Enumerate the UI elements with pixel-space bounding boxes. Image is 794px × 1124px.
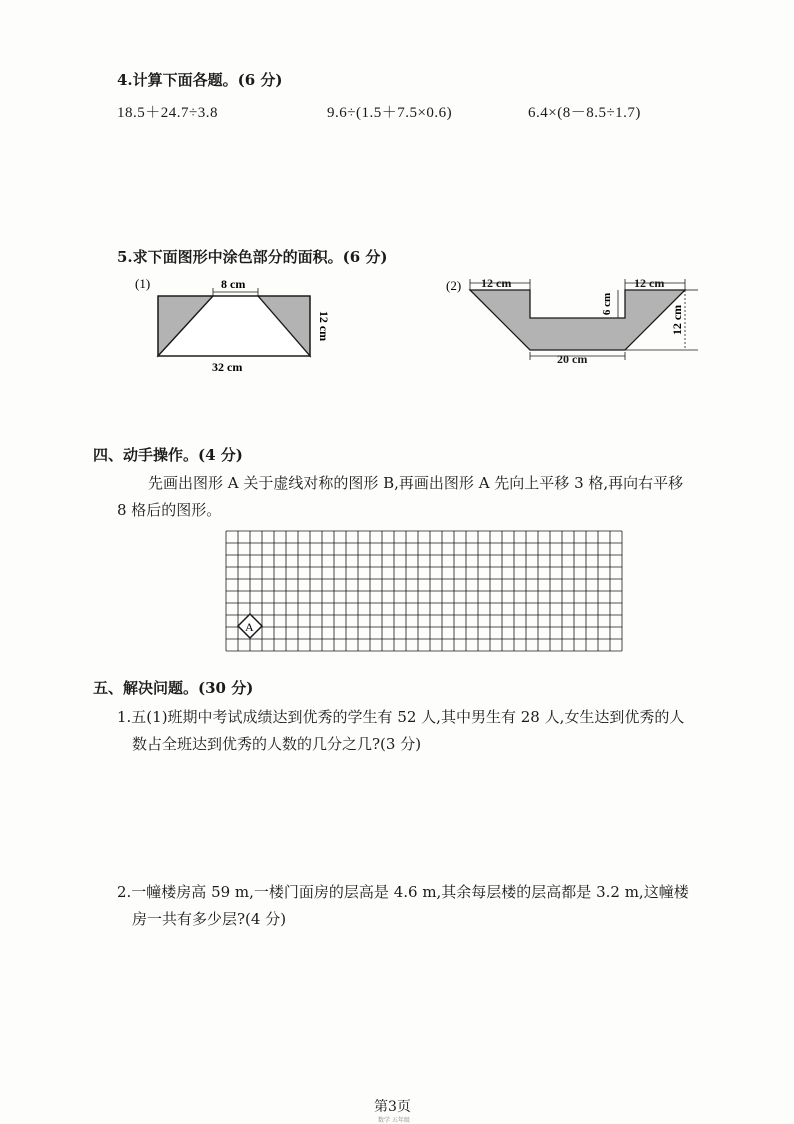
q4-expression-3: 6.4×(8－8.5÷1.7) bbox=[528, 105, 641, 121]
section-4-title: 四、动手操作。(4 分) bbox=[93, 446, 243, 464]
q5-figure-2 bbox=[440, 270, 700, 380]
figure-2-top-left-length: 12 cm bbox=[481, 276, 512, 290]
figure-2-top-right-length: 12 cm bbox=[634, 276, 665, 290]
figure-1-label: (1) bbox=[135, 276, 151, 291]
q5-figure-1 bbox=[120, 270, 350, 380]
figure-2-inner-height: 6 cm bbox=[601, 292, 613, 316]
problem-1-line-1: 1.五(1)班期中考试成绩达到优秀的学生有 52 人,其中男生有 28 人,女生达到优秀的人 bbox=[117, 708, 685, 726]
drawing-grid[interactable] bbox=[225, 530, 642, 662]
problem-1-line-2: 数占全班达到优秀的人数的几分之几?(3 分) bbox=[132, 735, 422, 753]
problem-2-line-1: 2.一幢楼房高 59 m,一楼门面房的层高是 4.6 m,其余每层楼的层高都是 3.2 m,这幢楼 bbox=[117, 883, 689, 901]
page-number: 第3页 bbox=[374, 1099, 411, 1115]
figure-2-shaded-shape bbox=[470, 290, 685, 350]
figure-2-label: (2) bbox=[446, 278, 462, 293]
figure-2-height: 12 cm bbox=[670, 304, 684, 336]
figure-1-bottom-length: 32 cm bbox=[212, 360, 243, 374]
q4-expression-1: 18.5＋24.7÷3.8 bbox=[117, 105, 218, 121]
section-4-instruction-line-2: 8 格后的图形。 bbox=[117, 501, 222, 519]
grid-lines bbox=[226, 531, 622, 651]
q4-title: 4.计算下面各题。(6 分) bbox=[117, 71, 283, 89]
q4-expression-2: 9.6÷(1.5＋7.5×0.6) bbox=[327, 105, 453, 121]
footer-small-text: 数学 五年级 bbox=[378, 1117, 410, 1124]
section-5-title: 五、解决问题。(30 分) bbox=[93, 679, 254, 697]
figure-2-bottom-length: 20 cm bbox=[557, 352, 588, 366]
problem-2-line-2: 房一共有多少层?(4 分) bbox=[132, 910, 287, 928]
section-4-instruction-line-1: 先画出图形 A 关于虚线对称的图形 B,再画出图形 A 先向上平移 3 格,再向右平移 bbox=[148, 474, 684, 492]
figure-1-height: 12 cm bbox=[317, 310, 331, 342]
figure-1-top-length: 8 cm bbox=[221, 277, 246, 291]
q5-title: 5.求下面图形中涂色部分的面积。(6 分) bbox=[117, 248, 388, 266]
shape-a-label: A bbox=[245, 620, 254, 634]
